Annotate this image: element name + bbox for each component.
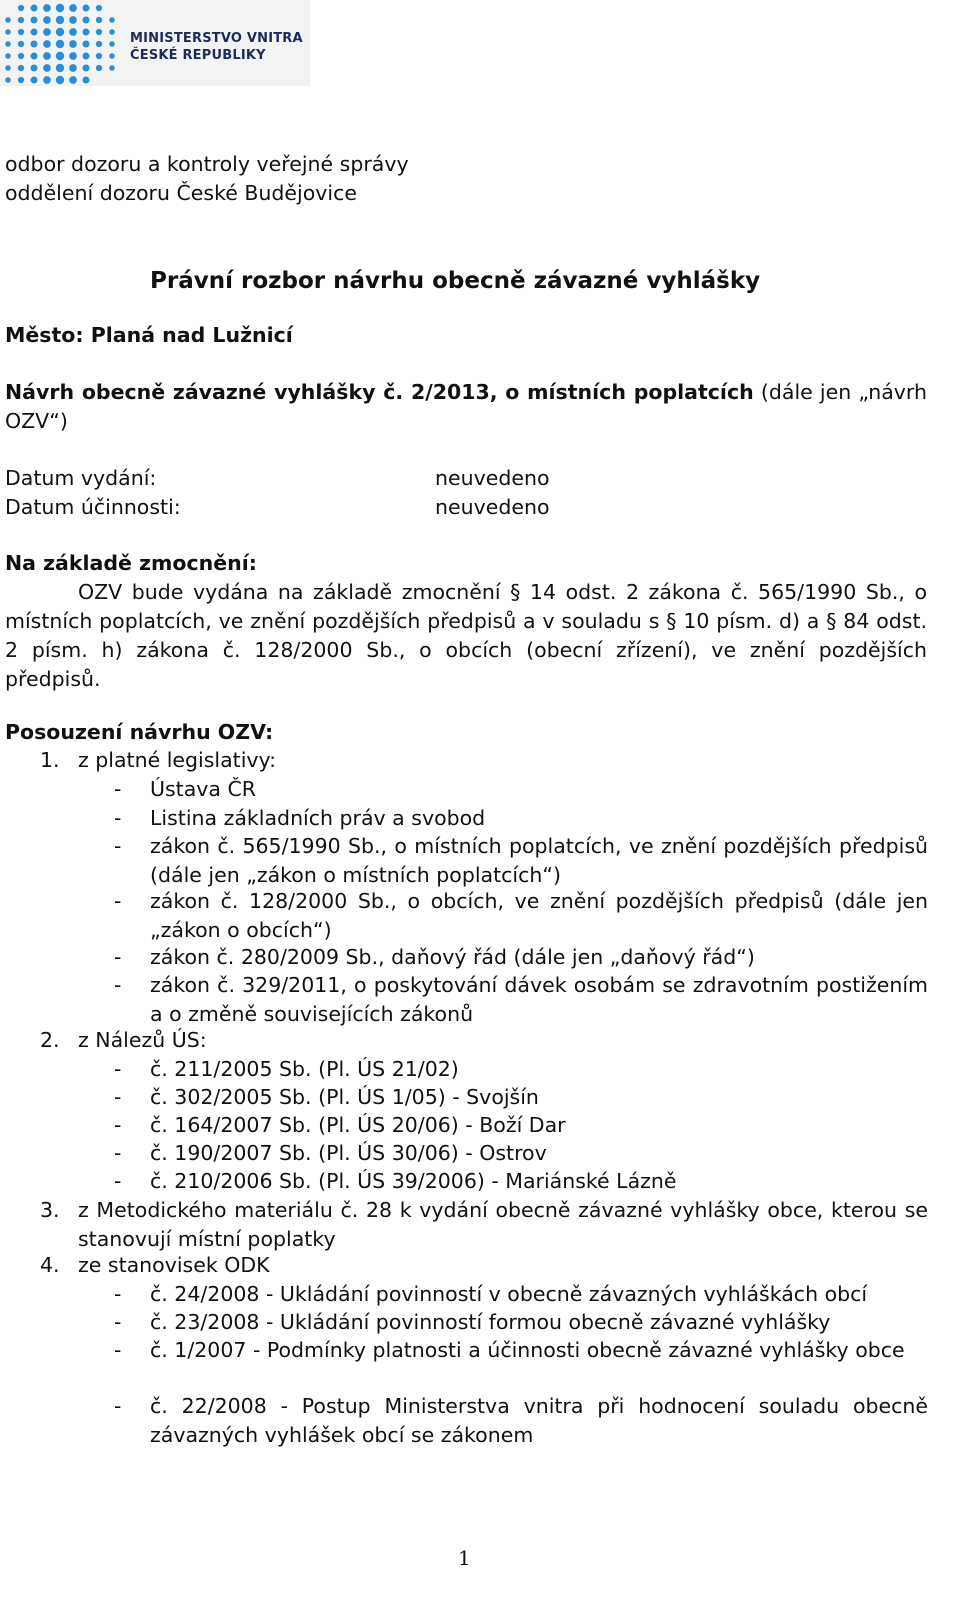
logo-dot <box>109 29 115 35</box>
section-number: 1. <box>40 748 60 772</box>
authority-text: OZV bude vydána na základě zmocnění § 14 odst. 2 zákona č. 565/1990 Sb., o místních poplatcích, ve znění pozdějších předpisů a v souladu s § 10 písm. d) a § 84 odst. 2 písm. h) zákona č. 128/2000 Sb., o obcích (obecní zřízení), ve znění pozdějších předpisů. <box>5 580 927 691</box>
city-line: Město: Planá nad Lužnicí <box>5 323 293 347</box>
list-dash: - <box>114 1310 122 1334</box>
draft-title-rest: (dále jen „návrh OZV“) <box>5 380 927 433</box>
list-dash: - <box>114 1085 122 1109</box>
logo-dot <box>31 53 38 60</box>
logo-dot <box>83 17 90 24</box>
list-item: zákon č. 280/2009 Sb., daňový řád (dále jen „daňový řád“) <box>150 945 755 969</box>
effective-value: neuvedeno <box>435 495 550 519</box>
effective-label: Datum účinnosti: <box>5 495 181 519</box>
logo-dot <box>96 65 102 71</box>
list-item: č. 210/2006 Sb. (Pl. ÚS 39/2006) - Mariánské Lázně <box>150 1169 677 1193</box>
logo-dot <box>5 53 11 59</box>
logo-dot <box>31 41 38 48</box>
list-dash: - <box>114 973 122 997</box>
logo-dot <box>96 17 102 23</box>
section-number: 2. <box>40 1028 60 1052</box>
logo-dot <box>31 77 38 84</box>
logo-dot <box>83 29 90 36</box>
logo-dot <box>43 76 51 84</box>
logo-dot <box>83 77 90 84</box>
logo-dot <box>56 64 64 72</box>
logo-dot <box>5 65 11 71</box>
logo-dot <box>5 77 11 83</box>
logo-dot <box>43 28 51 36</box>
list-item: č. 211/2005 Sb. (Pl. ÚS 21/02) <box>150 1057 459 1081</box>
logo-dot <box>69 52 77 60</box>
list-item: Listina základních práv a svobod <box>150 806 486 830</box>
issued-label: Datum vydání: <box>5 466 157 490</box>
draft-title-bold: Návrh obecně závazné vyhlášky č. 2/2013, o místních poplatcích <box>5 380 754 404</box>
logo-dot <box>31 29 38 36</box>
logo-dot-grid-icon <box>0 0 125 86</box>
list-item: č. 22/2008 - Postup Ministerstva vnitra při hodnocení souladu obecně závazných vyhlášek obcí se zákonem <box>150 1394 928 1447</box>
issued-value: neuvedeno <box>435 466 550 490</box>
logo-dot <box>43 64 51 72</box>
logo-dot <box>109 65 115 71</box>
department-line-2: oddělení dozoru České Budějovice <box>5 181 357 205</box>
list-dash: - <box>114 834 122 858</box>
ministry-logo <box>0 0 310 86</box>
list-dash: - <box>114 1338 122 1362</box>
logo-dot <box>96 5 102 11</box>
logo-dot <box>31 65 38 72</box>
list-item: zákon č. 565/1990 Sb., o místních poplatcích, ve znění pozdějších předpisů (dále jen „zákon o místních poplatcích“) <box>150 834 928 887</box>
document-title: Právní rozbor návrhu obecně závazné vyhlášky <box>150 268 761 294</box>
logo-dot <box>5 41 11 47</box>
section-title: z Nálezů ÚS: <box>78 1028 207 1052</box>
logo-dot <box>56 16 64 24</box>
list-dash: - <box>114 945 122 969</box>
logo-dot <box>5 29 11 35</box>
logo-dot <box>83 41 90 48</box>
list-item: č. 190/2007 Sb. (Pl. ÚS 30/06) - Ostrov <box>150 1141 547 1165</box>
list-dash: - <box>114 1282 122 1306</box>
logo-dot <box>56 4 64 12</box>
department-line-1: odbor dozoru a kontroly veřejné správy <box>5 152 409 176</box>
logo-dot <box>83 65 90 72</box>
section-title: z platné legislativy: <box>78 748 277 772</box>
logo-dot <box>5 17 11 23</box>
list-dash: - <box>114 1169 122 1193</box>
page-number: 1 <box>458 1546 471 1570</box>
logo-dot <box>96 41 102 47</box>
list-dash: - <box>114 1141 122 1165</box>
list-dash: - <box>114 1113 122 1137</box>
list-dash: - <box>114 889 122 913</box>
logo-dot <box>83 5 90 12</box>
list-dash: - <box>114 1057 122 1081</box>
logo-line-1: MINISTERSTVO VNITRA <box>130 31 303 46</box>
logo-dot <box>69 4 77 12</box>
section-number: 3. <box>40 1198 60 1222</box>
section-number: 4. <box>40 1253 60 1277</box>
logo-dot <box>96 29 102 35</box>
list-dash: - <box>114 777 122 801</box>
logo-text <box>130 30 310 64</box>
list-dash: - <box>114 806 122 830</box>
list-item: č. 164/2007 Sb. (Pl. ÚS 20/06) - Boží Dar <box>150 1113 566 1137</box>
logo-dot <box>83 53 90 60</box>
logo-dot <box>109 41 115 47</box>
list-dash: - <box>114 1394 122 1418</box>
list-item: č. 302/2005 Sb. (Pl. ÚS 1/05) - Svojšín <box>150 1085 539 1109</box>
logo-dot <box>69 16 77 24</box>
logo-dot <box>69 40 77 48</box>
assessment-heading: Posouzení návrhu OZV: <box>5 720 274 744</box>
logo-dot <box>69 64 77 72</box>
logo-dot <box>109 53 115 59</box>
logo-dot <box>43 40 51 48</box>
authority-heading: Na základě zmocnění: <box>5 551 257 575</box>
draft-title <box>5 378 927 436</box>
list-item: č. 24/2008 - Ukládání povinností v obecně závazných vyhláškách obcí <box>150 1282 868 1306</box>
list-item: č. 23/2008 - Ukládání povinností formou obecně závazné vyhlášky <box>150 1310 831 1334</box>
logo-dot <box>69 28 77 36</box>
logo-dot <box>18 29 24 35</box>
logo-dot <box>56 76 64 84</box>
list-item: zákon č. 128/2000 Sb., o obcích, ve znění pozdějších předpisů (dále jen „zákon o obcích“) <box>150 889 928 942</box>
logo-dot <box>69 76 77 84</box>
logo-dot <box>18 41 24 47</box>
section-title: ze stanovisek ODK <box>78 1253 270 1277</box>
list-item: Ústava ČR <box>150 777 257 801</box>
logo-dot <box>43 16 51 24</box>
logo-dot <box>18 53 24 59</box>
logo-dot <box>18 65 24 71</box>
list-item: č. 1/2007 - Podmínky platnosti a účinnosti obecně závazné vyhlášky obce <box>150 1338 905 1362</box>
logo-dot <box>56 40 64 48</box>
logo-dot <box>109 17 115 23</box>
logo-dot <box>18 17 24 23</box>
logo-dot <box>56 28 64 36</box>
logo-line-2: ČESKÉ REPUBLIKY <box>130 48 266 63</box>
logo-dot <box>96 53 102 59</box>
list-item: zákon č. 329/2011, o poskytování dávek osobám se zdravotním postižením a o změně souvisejících zákonů <box>150 973 928 1026</box>
logo-dot <box>43 52 51 60</box>
logo-dot <box>31 5 38 12</box>
logo-dot <box>31 17 38 24</box>
logo-dot <box>18 5 24 11</box>
logo-dot <box>18 77 24 83</box>
logo-dot <box>56 52 64 60</box>
logo-dot <box>43 4 51 12</box>
section-title: z Metodického materiálu č. 28 k vydání obecně závazné vyhlášky obce, kterou se stanovují místní poplatky <box>78 1198 928 1251</box>
